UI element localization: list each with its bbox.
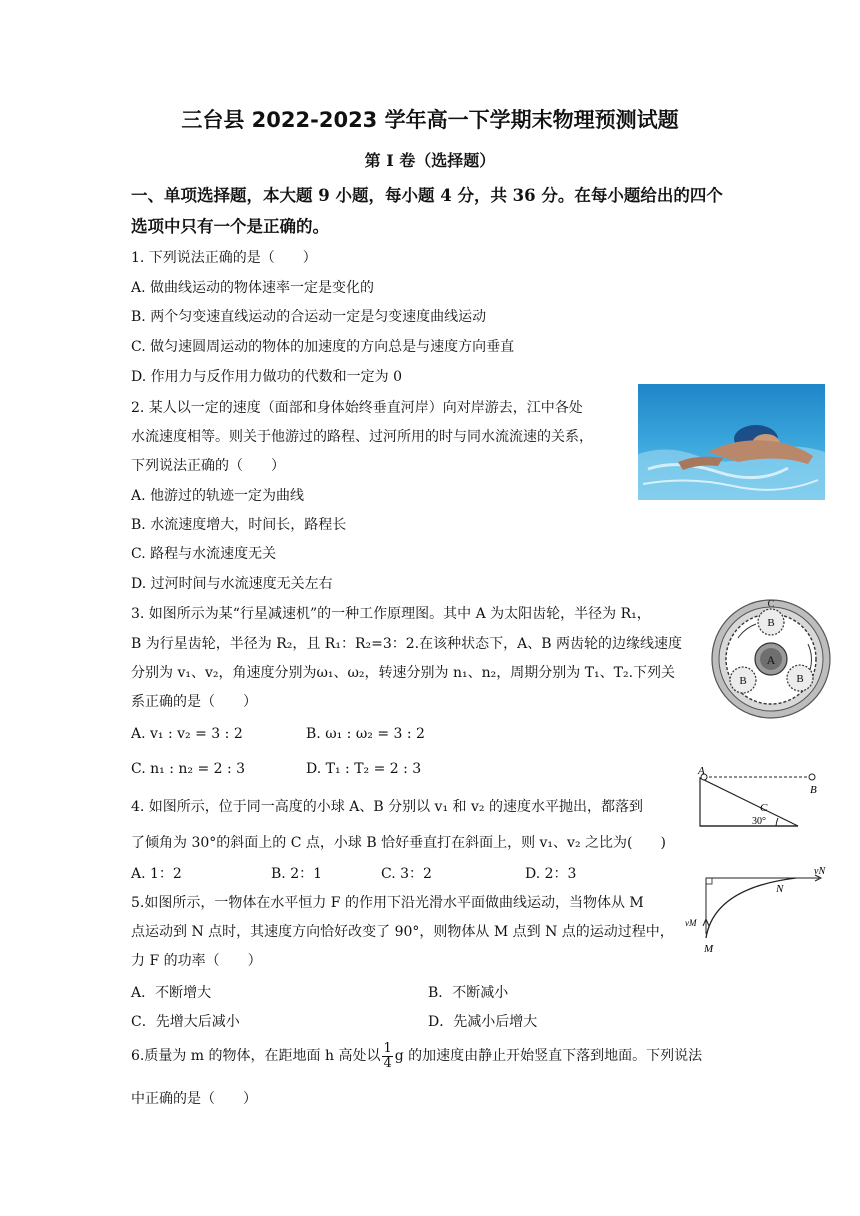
q2-option-a: A. 他游过的轨迹一定为曲线 bbox=[131, 488, 305, 504]
incline-label-c: C bbox=[760, 802, 768, 814]
planetary-gear-diagram bbox=[708, 598, 835, 720]
q5-stem-line2: 点运动到 N 点时，其速度方向恰好改变了 90°，则物体从 M 点到 N 点的运动过程中， bbox=[131, 924, 674, 940]
q1-option-c: C. 做匀速圆周运动的物体的加速度的方向总是与速度方向垂直 bbox=[131, 339, 515, 355]
gear-label-b-right: B bbox=[796, 673, 804, 685]
q3-stem-line2: B 为行星齿轮，半径为 R₂，且 R₁：R₂=3：2.在该种状态下，A、B 两齿轮的边缘线速度 bbox=[131, 636, 682, 652]
q1-option-d: D. 作用力与反作用力做功的代数和一定为 0 bbox=[131, 369, 402, 385]
q3-option-d: D. T₁ : T₂ = 2 : 3 bbox=[306, 761, 422, 777]
swimmer-photo bbox=[638, 384, 825, 500]
label-m: M bbox=[704, 943, 714, 954]
q3-stem-line1: 3. 如图所示为某“行星减速机”的一种工作原理图。其中 A 为太阳齿轮，半径为 R₁， bbox=[131, 606, 651, 622]
q5-option-c: C．先增大后减小 bbox=[131, 1014, 240, 1030]
q6-text-after: g 的加速度由静止开始竖直下落到地面。下列说法 bbox=[394, 1048, 703, 1065]
q5-stem-line3: 力 F 的功率（ ） bbox=[131, 953, 262, 969]
q4-stem-line1: 4. 如图所示，位于同一高度的小球 A、B 分别以 v₁ 和 v₂ 的速度水平抛出，都落到 bbox=[131, 799, 643, 815]
gear-label-c: C bbox=[767, 599, 775, 610]
part-heading: 第 I 卷（选择题） bbox=[364, 151, 496, 170]
q3-stem-line3: 分别为 v₁、v₂，角速度分别为ω₁、ω₂，转速分别为 n₁、n₂，周期分别为 T₁、T₂.下列关 bbox=[131, 665, 676, 681]
incline-diagram bbox=[694, 762, 826, 830]
q2-option-d: D. 过河时间与水流速度无关左右 bbox=[131, 576, 333, 592]
incline-label-b: B bbox=[810, 784, 817, 796]
q4-option-d: D. 2：3 bbox=[525, 866, 577, 882]
q4-option-c: C. 3：2 bbox=[381, 866, 432, 882]
section-heading-line1: 一、单项选择题，本大题 9 小题，每小题 4 分，共 36 分。在每小题给出的四个 bbox=[131, 186, 723, 205]
gear-label-b-top: B bbox=[767, 617, 775, 629]
page-title: 三台县 2022-2023 学年高一下学期末物理预测试题 bbox=[181, 108, 679, 132]
q2-stem-line2: 水流速度相等。则关于他游过的路程、过河所用的时与同水流流速的关系， bbox=[131, 429, 593, 445]
incline-angle-label: 30° bbox=[752, 816, 766, 827]
q5-option-b: B．不断减小 bbox=[428, 985, 509, 1001]
q3-option-b: B. ω₁ : ω₂ = 3 : 2 bbox=[306, 726, 425, 742]
q5-option-a: A．不断增大 bbox=[131, 985, 212, 1001]
q1-option-b: B. 两个匀变速直线运动的合运动一定是匀变速度曲线运动 bbox=[131, 309, 487, 325]
q3-option-a: A. v₁ : v₂ = 3 : 2 bbox=[131, 726, 243, 742]
label-vn: vN bbox=[814, 866, 826, 877]
q2-stem-line1: 2. 某人以一定的速度（面部和身体始终垂直河岸）向对岸游去，江中各处 bbox=[131, 400, 583, 416]
q5-option-d: D．先减小后增大 bbox=[428, 1014, 538, 1030]
q3-option-c: C. n₁ : n₂ = 2 : 3 bbox=[131, 761, 246, 777]
q1-option-a: A. 做曲线运动的物体速率一定是变化的 bbox=[131, 280, 375, 296]
fraction-numerator: 1 bbox=[383, 1041, 392, 1056]
q2-option-b: B. 水流速度增大，时间长，路程长 bbox=[131, 517, 347, 533]
q2-option-c: C. 路程与水流速度无关 bbox=[131, 546, 277, 562]
q6-stem-line2: 中正确的是（ ） bbox=[131, 1091, 257, 1107]
incline-label-a: A bbox=[698, 765, 705, 777]
q4-stem-line2: 了倾角为 30°的斜面上的 C 点，小球 B 恰好垂直打在斜面上，则 v₁、v₂ 之比为( ) bbox=[131, 835, 666, 851]
q6-stem-line1 bbox=[131, 1042, 702, 1070]
label-vm: vM bbox=[685, 918, 697, 928]
q3-stem-line4: 系正确的是（ ） bbox=[131, 694, 257, 710]
q5-stem-line1: 5.如图所示，一物体在水平恒力 F 的作用下沿光滑水平面做曲线运动，当物体从 M bbox=[131, 895, 644, 911]
section-heading-line2: 选项中只有一个是正确的。 bbox=[131, 217, 329, 236]
q4-option-a: A. 1：2 bbox=[131, 866, 182, 882]
q1-stem: 1. 下列说法正确的是（ ） bbox=[131, 250, 317, 266]
curved-path-diagram bbox=[684, 864, 834, 954]
gear-label-a: A bbox=[766, 653, 776, 667]
q6-text-before: 6.质量为 m 的物体，在距地面 h 高处以 bbox=[131, 1048, 381, 1065]
fraction bbox=[382, 1042, 392, 1070]
label-n: N bbox=[776, 883, 784, 895]
gear-label-b-left: B bbox=[739, 675, 747, 687]
q2-stem-line3: 下列说法正确的（ ） bbox=[131, 458, 285, 474]
q4-option-b: B. 2：1 bbox=[271, 866, 323, 882]
fraction-denominator: 4 bbox=[383, 1055, 392, 1071]
